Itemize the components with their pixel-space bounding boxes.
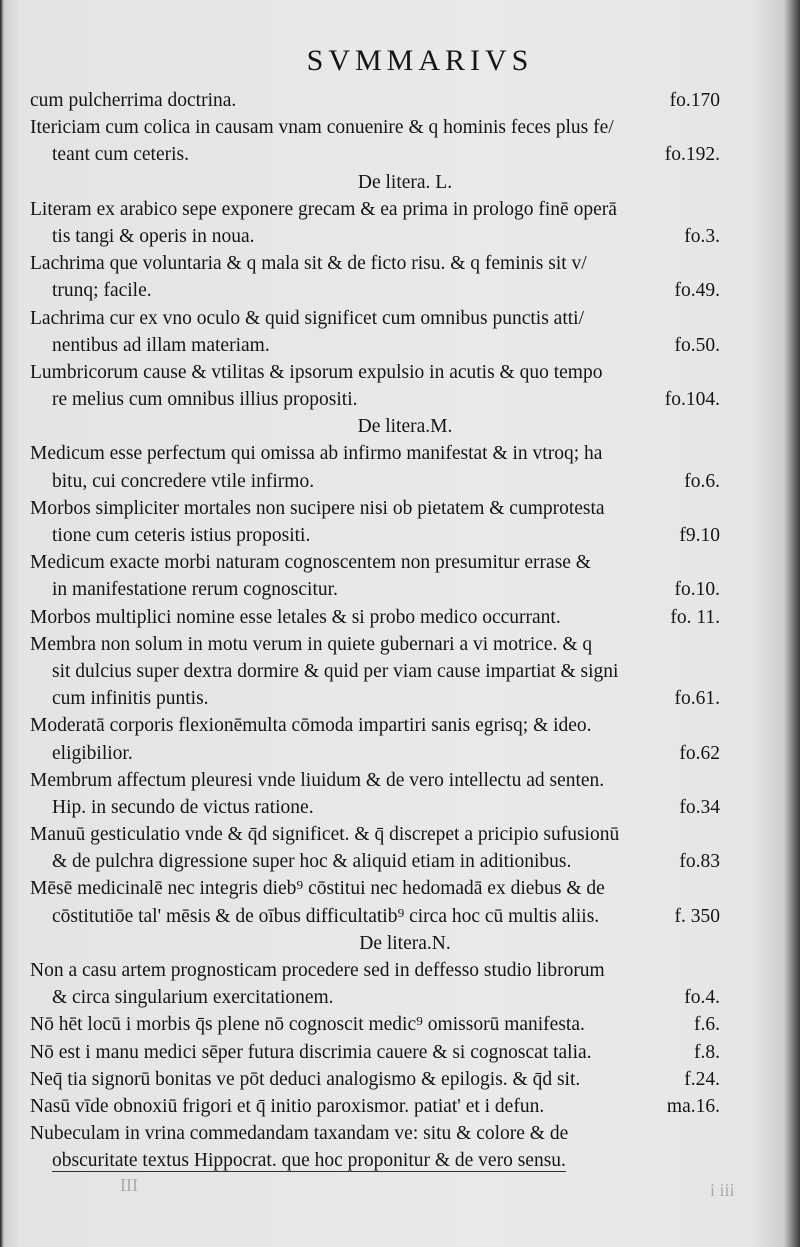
index-line bbox=[30, 223, 720, 250]
index-line bbox=[30, 114, 720, 141]
entry-text: bitu, cui concredere vtile infirmo. bbox=[52, 470, 315, 492]
entry-text: Mēsē medicinalē nec integris dieb⁹ cōstitui nec hedomadā ex diebus & de bbox=[30, 878, 605, 900]
index-line bbox=[30, 196, 720, 223]
entry-text: & de pulchra digressione super hoc & aliquid etiam in aditionibus. bbox=[52, 851, 572, 873]
section-heading-l: De litera. L. bbox=[357, 171, 453, 193]
index-line bbox=[30, 604, 720, 631]
folio-ref: fo.10. bbox=[674, 579, 720, 601]
index-line bbox=[30, 468, 720, 495]
index-line bbox=[30, 767, 720, 794]
index-line bbox=[30, 903, 720, 930]
index-line bbox=[30, 332, 720, 359]
index-line bbox=[30, 386, 720, 413]
folio-ref: fo.6. bbox=[684, 470, 720, 492]
entry-text: Lachrima cur ex vno oculo & quid significet cum omnibus punctis atti/ bbox=[30, 307, 585, 329]
index-text bbox=[30, 87, 720, 1175]
index-line bbox=[30, 875, 720, 902]
index-line bbox=[30, 440, 720, 467]
entry-text: Nō hēt locū i morbis q̄s plene nō cognoscit medic⁹ omissorū manifesta. bbox=[30, 1014, 585, 1036]
folio-ref: fo.50. bbox=[674, 334, 720, 356]
index-line bbox=[30, 631, 720, 658]
entry-text: tione cum ceteris istius propositi. bbox=[52, 525, 311, 546]
index-line bbox=[30, 495, 720, 522]
entry-text: Lumbricorum cause & vtilitas & ipsorum expulsio in acutis & quo tempo bbox=[30, 361, 603, 383]
folio-ref: f.24. bbox=[684, 1068, 720, 1090]
entry-text: cōstitutiōe tal' mēsis & de oībus difficultatib⁹ circa hoc cū multis aliis. bbox=[52, 905, 600, 927]
entry-text: Nasū vīde obnoxiū frigori et q̄ initio paroxismor. patiat' et i defun. bbox=[30, 1095, 545, 1117]
entry-text: Medicum exacte morbi naturam cognoscentem non presumitur errase & bbox=[30, 552, 591, 574]
index-line bbox=[30, 359, 720, 386]
index-line bbox=[30, 957, 720, 984]
folio-ref: f9.10 bbox=[679, 525, 720, 546]
folio-ref: fo.192. bbox=[664, 144, 720, 166]
entry-text: & circa singularium exercitationem. bbox=[52, 987, 334, 1009]
index-line bbox=[30, 1011, 720, 1038]
entry-text: Hip. in secundo de victus ratione. bbox=[52, 796, 314, 818]
index-line bbox=[30, 87, 720, 114]
folio-ref: fo.49. bbox=[674, 280, 720, 302]
folio-ref: fo.61. bbox=[674, 688, 720, 710]
folio-ref: fo.4. bbox=[684, 987, 720, 1009]
entry-text: tis tangi & operis in noua. bbox=[52, 225, 255, 247]
signature-mark-left: III bbox=[120, 1175, 138, 1195]
running-header: SVMMARIVS bbox=[306, 44, 534, 77]
index-line bbox=[30, 522, 720, 549]
section-heading-m: De litera.M. bbox=[357, 416, 453, 438]
folio-ref: fo.83 bbox=[679, 851, 720, 873]
entry-text: Morbos simpliciter mortales non sucipere nisi ob pietatem & cumprotesta bbox=[30, 497, 605, 519]
entry-text: trunq; facile. bbox=[52, 280, 152, 302]
entry-text: sit dulcius super dextra dormire & quid per viam cause impartiat & signi bbox=[52, 660, 619, 682]
index-line bbox=[30, 250, 720, 277]
index-line bbox=[30, 821, 720, 848]
index-line bbox=[30, 848, 720, 875]
entry-text: Neq̄ tia signorū bonitas ve pōt deduci analogismo & epilogis. & q̄d sit. bbox=[30, 1068, 581, 1090]
index-line bbox=[30, 1039, 720, 1066]
index-line bbox=[30, 1093, 720, 1120]
entry-text: eligibilior. bbox=[52, 742, 133, 764]
folio-ref: fo.170 bbox=[669, 90, 720, 111]
entry-text: teant cum ceteris. bbox=[52, 144, 189, 166]
index-line bbox=[30, 984, 720, 1011]
index-line bbox=[30, 305, 720, 332]
index-line bbox=[30, 1120, 720, 1147]
entry-text: nentibus ad illam materiam. bbox=[52, 334, 270, 356]
folio-ref: f. 350 bbox=[674, 905, 720, 927]
index-line bbox=[30, 141, 720, 168]
index-line bbox=[30, 658, 720, 685]
index-line bbox=[30, 1066, 720, 1093]
index-line bbox=[30, 576, 720, 603]
entry-text: Medicum esse perfectum qui omissa ab infirmo manifestat & in vtroq; ha bbox=[30, 443, 603, 465]
entry-text: Non a casu artem prognosticam procedere sed in deffesso studio librorum bbox=[30, 960, 605, 981]
index-line bbox=[30, 549, 720, 576]
entry-text: obscuritate textus Hippocrat. que hoc proponitur & de vero sensu. bbox=[52, 1150, 566, 1172]
entry-text: Nō est i manu medici sēper futura discrimia cauere & si cognoscat talia. bbox=[30, 1041, 592, 1063]
entry-text: Membra non solum in motu verum in quiete gubernari a vi motrice. & q bbox=[30, 633, 593, 655]
entry-text: Literam ex arabico sepe exponere grecam & ea prima in prologo finē operā bbox=[30, 198, 617, 220]
entry-text: re melius cum omnibus illius propositi. bbox=[52, 389, 358, 411]
entry-text: Morbos multiplici nomine esse letales & si probo medico occurrant. bbox=[30, 606, 561, 628]
entry-text: Membrum affectum pleuresi vnde liuidum & de vero intellectu ad senten. bbox=[30, 769, 605, 791]
entry-text: Manuū gesticulatio vnde & q̄d significet. & q̄ discrepet a pricipio sufusionū bbox=[30, 824, 620, 846]
entry-text: Lachrima que voluntaria & q mala sit & de ficto risu. & q feminis sit v/ bbox=[30, 253, 587, 275]
folio-ref: ma.16. bbox=[666, 1095, 720, 1117]
entry-text: in manifestatione rerum cognoscitur. bbox=[52, 579, 338, 601]
index-line bbox=[30, 794, 720, 821]
entry-text: cum infinitis puntis. bbox=[52, 688, 209, 710]
entry-text: Moderatā corporis flexionēmulta cōmoda impartiri sanis egrisq; & ideo. bbox=[30, 715, 592, 737]
folio-ref: fo.34 bbox=[679, 796, 720, 818]
folio-ref: fo.104. bbox=[664, 389, 720, 411]
index-line bbox=[30, 277, 720, 304]
signature-mark-right: i iii bbox=[710, 1180, 735, 1200]
folio-ref: f.8. bbox=[694, 1041, 720, 1063]
section-heading-n: De litera.N. bbox=[359, 932, 451, 954]
folio-ref: fo.62 bbox=[679, 742, 720, 764]
index-line bbox=[30, 740, 720, 767]
folio-ref: fo. 11. bbox=[670, 606, 720, 628]
entry-text: Itericiam cum colica in causam vnam conuenire & q hominis feces plus fe/ bbox=[30, 117, 614, 139]
index-line bbox=[30, 685, 720, 712]
index-line bbox=[30, 712, 720, 739]
index-line bbox=[30, 1147, 720, 1174]
entry-text: Nubeculam in vrina commedandam taxandam ve: situ & colore & de bbox=[30, 1123, 569, 1145]
folio-ref: f.6. bbox=[694, 1014, 720, 1036]
folio-ref: fo.3. bbox=[684, 225, 720, 247]
entry-text: cum pulcherrima doctrina. bbox=[30, 90, 237, 111]
